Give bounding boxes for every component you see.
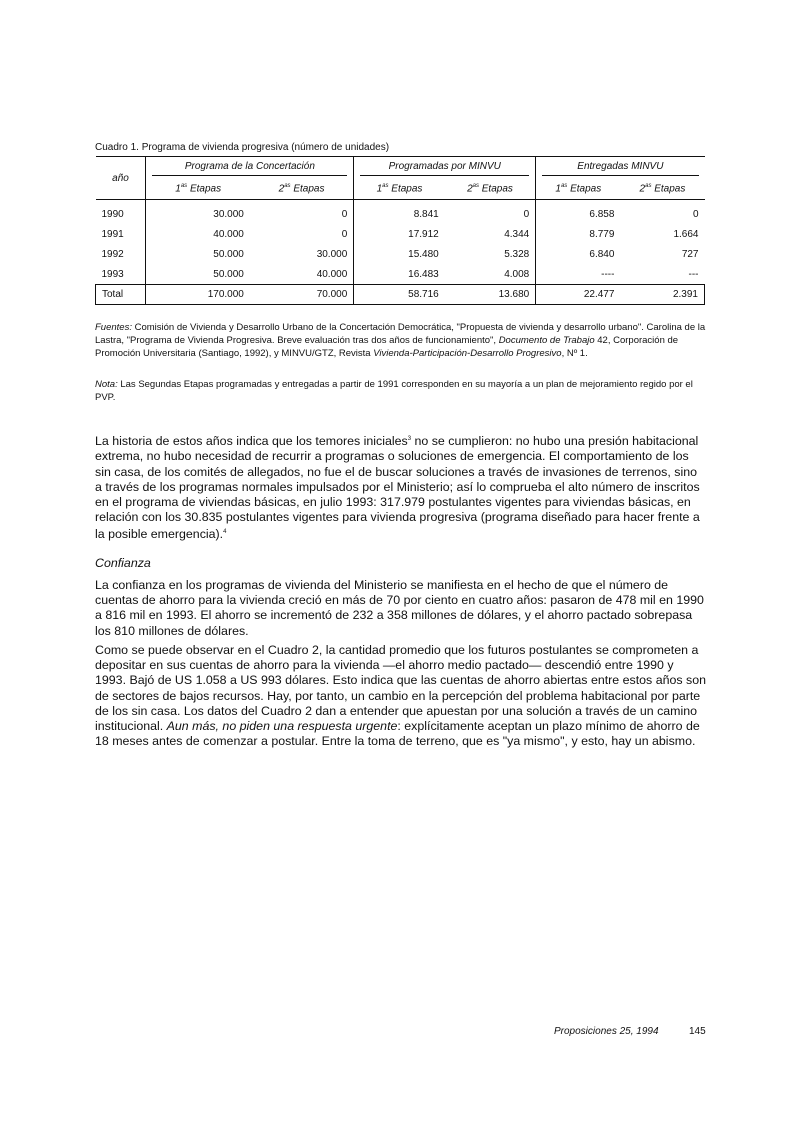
table-cell: 16.483 [408, 268, 439, 280]
row-year: Total [96, 285, 146, 305]
group-header-entregadas: Entregadas MINVU [536, 157, 705, 180]
paragraph-confianza: La confianza en los programas de vivienda del Ministerio se manifiesta en el hecho de que el número de cuentas de ahorro para la vivienda creció en más de 70 por ciento en cuatro años: pasaron de 478 mil en 1990 a 816 mil en 1993. El ahorro se incrementó de 232 a 358 millones de dólares, y el ahorro pactado sobrepasa los 810 millones de dólares. [95, 578, 704, 638]
footer-journal: Proposiciones 25, 1994 [554, 1026, 659, 1037]
table-cell: 4.344 [445, 224, 536, 244]
paragraph-historia: La historia de estos años indica que los temores iniciales$^3$ no se cumplieron: no hubo una presión habitacional extrema, no hubo necesidad de recurrir a programas o soluciones de emergencia. El comportamiento de los sin casa, de los comités de allegados, no fue el de buscar soluciones a través de invasiones de terrenos, sino a través de los programas normales impulsados por el Ministerio; así lo comprueba el alto número de inscritos en el programa de viviendas básicas, en julio 1993: 317.979 postulantes vigentes para viviendas básicas, en relación con los 30.835 postulantes vigentes para vivienda progresiva (programa diseñado para hacer frente a la posible emergencia).$^4$ [95, 434, 700, 542]
table-cell: 15.480 [408, 248, 439, 260]
table-cell: 5.328 [445, 244, 536, 264]
sources-text: 42, Corporación de Promoción Universitaria (Santiago, 1992), y MINVU/GTZ, Revista [95, 335, 679, 359]
footnote-ref: 4 [223, 529, 227, 536]
table-cell: 0 [445, 200, 536, 225]
row-year: 1993 [96, 264, 146, 285]
sub-header: $2^{as}$ Etapas [445, 179, 536, 200]
table-cell: 50.000 [213, 248, 244, 260]
emphasis-text: Aun más, no piden una respuesta urgente [166, 719, 398, 734]
table-cell: 170.000 [146, 285, 250, 305]
sub-header: $1^{as}$ Etapas [175, 183, 222, 195]
table-cell: 13.680 [445, 285, 536, 305]
table-cell: 2.391 [620, 285, 704, 305]
table-cell: 50.000 [213, 268, 244, 280]
table-cell: 58.716 [354, 285, 445, 305]
sources-italic: Vivienda-Participación-Desarrollo Progresivo [373, 348, 562, 359]
group-header-concertacion: Programa de la Concertación [146, 157, 354, 180]
row-year: 1991 [96, 224, 146, 244]
sub-header: $1^{as}$ Etapas [555, 183, 602, 195]
paragraph-cuadro2: Como se puede observar en el Cuadro 2, la cantidad promedio que los futuros postulantes se comprometen a depositar en sus cuentas de ahorro para la vivienda —el ahorro medio pactado— descendió entre 1990 y 1993. Bajó de US 1.058 a US 993 dólares. Esto indica que las cuentas de ahorro abiertas entre estos años son de sectores de bajos recursos. Hay, por tanto, un cambio en la percepción del problema habitacional por parte de los sin casa. Los datos del Cuadro 2 dan a entender que apuestan por una solución a través de un camino institucional. Aun más, no piden una respuesta urgente: explícitamente aceptan un plazo mínimo de ahorro de 18 meses antes de comenzar a postular. Entre la toma de terreno, que es "ya mismo", y esto, hay un abismo. [95, 643, 706, 749]
year-header: año [96, 157, 146, 200]
sources-text: , Nº 1. [561, 348, 588, 359]
note-label: Nota: [95, 379, 118, 390]
table-cell: 0 [250, 224, 354, 244]
table-caption: Cuadro 1. Programa de vivienda progresiva (número de unidades) [95, 142, 390, 153]
table-row [96, 224, 705, 244]
table-cell: 40.000 [213, 228, 244, 240]
group-header-programadas: Programadas por MINVU [354, 157, 536, 180]
row-year: 1990 [96, 200, 146, 225]
table-cell: 30.000 [213, 208, 244, 220]
table-cell: 0 [250, 200, 354, 225]
sources-label: Fuentes: [95, 322, 132, 333]
table-row [96, 244, 705, 264]
sub-header: $2^{as}$ Etapas [639, 183, 686, 195]
table-cell: 70.000 [250, 285, 354, 305]
table-note [95, 378, 707, 404]
table-cell: 1.664 [673, 228, 699, 240]
footnote-ref: 3 [407, 436, 412, 442]
table-cell: 6.858 [589, 208, 615, 220]
section-heading: Confianza [95, 556, 151, 570]
table-cell: 17.912 [408, 228, 439, 240]
table-row [96, 200, 705, 225]
page-number: 145 [689, 1026, 706, 1037]
table-sources [95, 321, 707, 360]
note-text: Las Segundas Etapas programadas y entregadas a partir de 1991 corresponden en su mayoría a un plan de mejoramiento regido por el PVP. [95, 379, 693, 403]
housing-program-table [95, 156, 705, 305]
table-cell: 22.477 [536, 285, 621, 305]
table-cell: ---- [601, 268, 615, 280]
table-cell: 40.000 [250, 264, 354, 285]
table-cell: --- [688, 268, 699, 280]
table-cell: 0 [692, 208, 699, 220]
table-cell: 4.008 [445, 264, 536, 285]
table-cell: 727 [681, 248, 699, 260]
table-total-row [96, 285, 705, 305]
row-year: 1992 [96, 244, 146, 264]
table-row [96, 264, 705, 285]
sub-header: $1^{as}$ Etapas [376, 183, 423, 195]
sources-italic: Documento de Trabajo [498, 335, 595, 346]
table-cell: 8.841 [413, 208, 439, 220]
table-cell: 6.840 [589, 248, 615, 260]
sub-header: $2^{as}$ Etapas [250, 179, 354, 200]
sources-text: Comisión de Vivienda y Desarrollo Urbano de la Concertación Democrática, "Propuesta de vivienda y desarrollo urbano". Carolina de la Lastra, "Programa de Vivienda Progresiva. Breve evaluación tras dos años de funcionamiento", [95, 322, 706, 346]
table-cell: 30.000 [250, 244, 354, 264]
table-cell: 8.779 [589, 228, 615, 240]
